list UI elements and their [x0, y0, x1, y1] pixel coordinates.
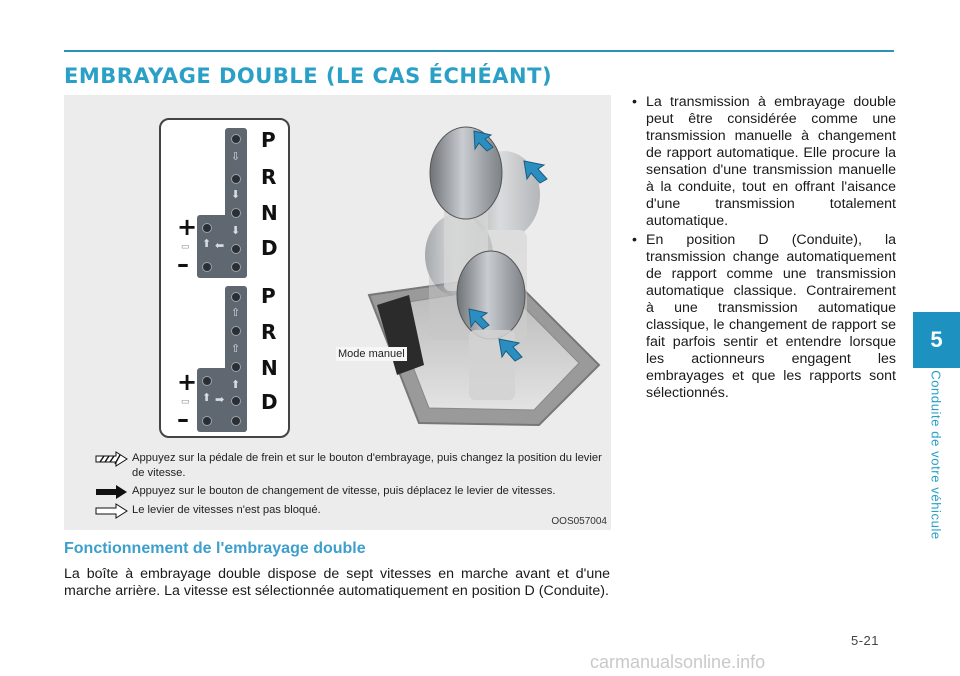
plus-sign: + — [177, 213, 198, 241]
watermark: carmanualsonline.info — [590, 652, 766, 672]
gate-knob — [231, 244, 241, 254]
arrow-up-icon: ⇧ — [231, 343, 241, 355]
minus-sign: – — [177, 250, 189, 278]
legend-text: Appuyez sur le bouton de changement de vitesse, puis déplacez le levier de vitesses. — [132, 485, 556, 497]
gear-label-p: P — [261, 128, 276, 152]
bullet-item: • En position D (Conduite), la transmission change automatiquement de rapport comme une transmission automatique classique. Contrairement à une transmission automatique classique, le changement de rapport se fait parfois sentir et entendre lorsque les actionneurs engagent les embrayages et que les rapports sont sélectionnés. — [632, 232, 896, 402]
arrow-down-icon: ⬇ — [231, 225, 241, 237]
figure-code: OOS057004 — [551, 516, 607, 527]
arrow-up-icon: ⇧ — [231, 307, 241, 319]
gear-label-r: R — [261, 320, 277, 344]
minus-sign: – — [177, 405, 189, 433]
chapter-tab[interactable]: 5 — [913, 312, 960, 368]
gear-label-d: D — [261, 236, 278, 260]
gear-label-n: N — [261, 201, 278, 225]
arrow-left-icon: ⬅ — [215, 240, 225, 252]
legend-text: Appuyez sur la pédale de frein et sur le bouton d'embrayage, puis changez la position du levier de vitesse. — [132, 452, 602, 479]
gate-knob — [231, 326, 241, 336]
gate-knob — [231, 292, 241, 302]
gear-label-n: N — [261, 356, 278, 380]
gate-knob — [202, 376, 212, 386]
gate-knob — [231, 208, 241, 218]
outline-arrow-icon — [94, 503, 128, 519]
body-paragraph: La boîte à embrayage double dispose de sept vitesses en marche avant et d'une marche arrière. La vitesse est sélectionnée automatiquement en position D (Conduite). — [64, 566, 610, 599]
subheading: Fonctionnement de l'embrayage double — [64, 540, 366, 557]
legend-text: Le levier de vitesses n'est pas bloqué. — [132, 504, 321, 516]
page-number: 5-21 — [851, 633, 880, 648]
top-rule — [64, 50, 894, 52]
gate-knob — [231, 134, 241, 144]
gear-label-r: R — [261, 165, 277, 189]
arrow-up-icon: ⬆ — [202, 238, 212, 250]
gate-knob — [231, 174, 241, 184]
arrow-up-icon: ⬆ — [202, 392, 212, 404]
manual-mode-callout: Mode manuel — [338, 348, 405, 360]
solid-arrow-icon — [94, 484, 128, 500]
manual-mark: ▭ — [181, 241, 190, 251]
shift-diagram-figure — [64, 95, 611, 530]
arrow-down-icon: ⬇ — [231, 189, 241, 201]
gear-shifter-illustration — [329, 125, 609, 443]
arrow-down-icon: ⇩ — [231, 151, 241, 163]
gate-knob — [202, 262, 212, 272]
arrow-right-icon: ➡ — [215, 394, 225, 406]
gate-knob — [202, 223, 212, 233]
gate-knob — [231, 262, 241, 272]
chapter-name: Conduite de votre véhicule — [928, 370, 944, 540]
bullet-list — [632, 94, 896, 404]
gate-knob — [231, 362, 241, 372]
gate-knob — [231, 396, 241, 406]
hatched-arrow-icon — [94, 451, 128, 467]
gear-label-p: P — [261, 284, 276, 308]
gear-label-d: D — [261, 390, 278, 414]
plus-sign: + — [177, 368, 198, 396]
gate-knob — [231, 416, 241, 426]
bullet-item: • La transmission à embrayage double peut être considérée comme une transmission manuelle à changement de rapport automatique. Elle procure la sensation d'une transmission manuelle à la conduite, tout en offrant l'aisance d'une transmission totalement automatique. — [632, 94, 896, 230]
shift-pattern-panel — [159, 118, 290, 438]
manual-mark: ▭ — [181, 396, 190, 406]
arrow-up-icon: ⬆ — [231, 379, 241, 391]
section-title: EMBRAYAGE DOUBLE (LE CAS ÉCHÉANT) — [64, 64, 553, 88]
gate-knob — [202, 416, 212, 426]
